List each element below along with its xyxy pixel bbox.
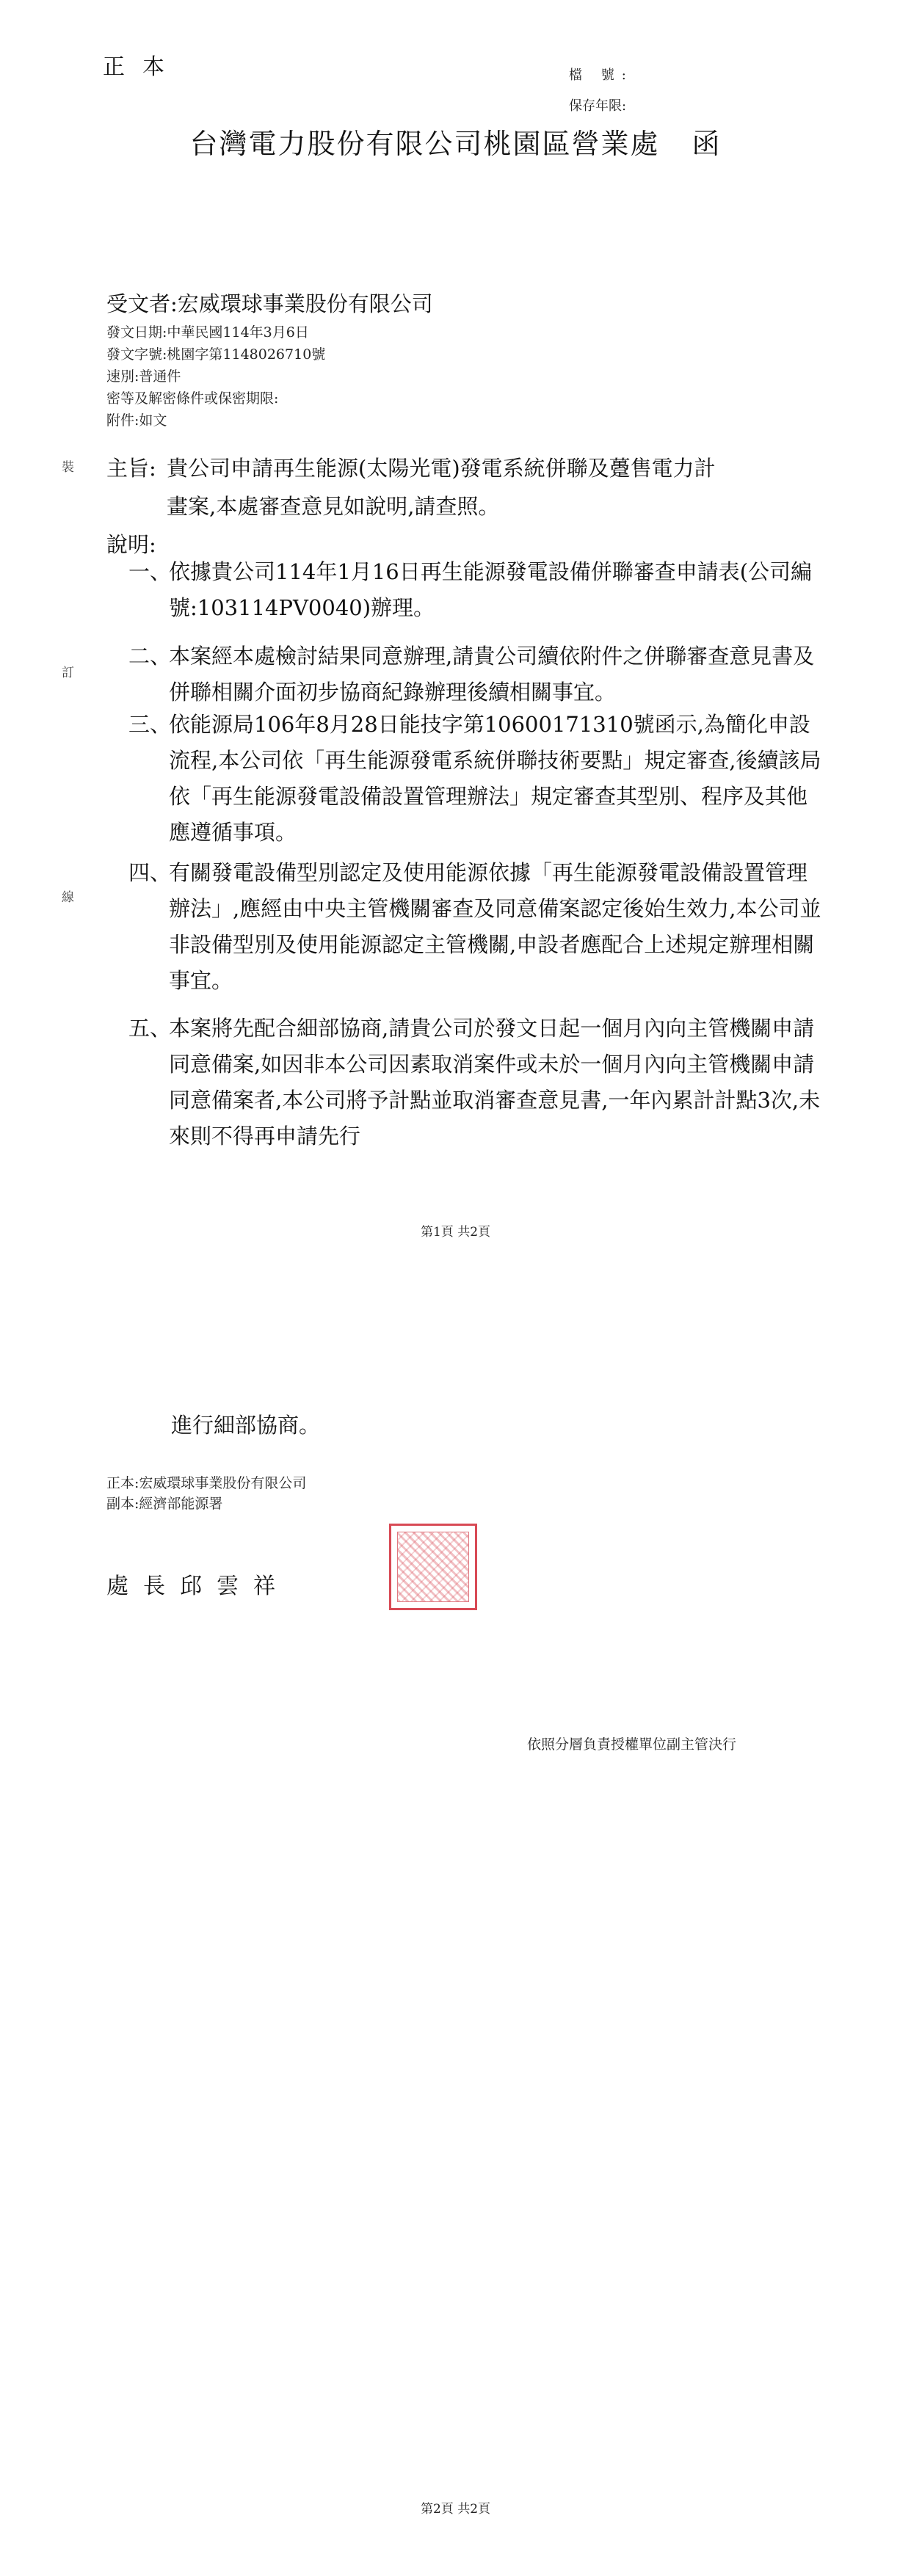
- item-number: 二、: [128, 644, 172, 669]
- binding-mark: 裝: [62, 460, 74, 475]
- reference-number: 發文字號:桃園字第1148026710號: [106, 346, 326, 363]
- subject-text-line2: 畫案,本處審查意見如說明,請查照。: [167, 494, 500, 519]
- recipient: 受文者:宏威環球事業股份有限公司: [106, 291, 433, 316]
- explanation-label: 說明:: [106, 532, 156, 557]
- copy-mark: 正本: [103, 54, 182, 80]
- binding-mark: 訂: [62, 666, 74, 680]
- subject: [106, 446, 716, 490]
- file-number-label: 檔 號:: [569, 68, 634, 83]
- original-recipient: 正本:宏威環球事業股份有限公司: [106, 1475, 307, 1491]
- continuation-text: 進行細部協商。: [171, 1413, 321, 1438]
- item-number: 三、: [128, 712, 172, 737]
- explanation-item: [128, 707, 826, 851]
- page-number: 第1頁 共2頁: [420, 1225, 491, 1240]
- item-text: 依能源局106年8月28日能技字第10600171310號函示,為簡化申設流程,本公司依「再生能源發電系統併聯技術要點」規定審查,後續該局依「再生能源發電設備設置管理辦法」規定審查其型別、程序及其他應遵循事項。: [169, 712, 821, 845]
- item-number: 五、: [128, 1016, 172, 1041]
- item-number: 四、: [128, 860, 172, 885]
- explanation-item: [128, 855, 826, 999]
- classification: 密等及解密條件或保密期限:: [106, 390, 279, 407]
- explanation-item: [128, 638, 826, 710]
- signatory: 處長邱雲祥: [106, 1573, 290, 1599]
- copy-recipient: 副本:經濟部能源署: [106, 1496, 223, 1512]
- subject-label: 主旨:: [106, 456, 156, 481]
- item-number: 一、: [128, 559, 172, 584]
- official-seal-icon: [389, 1524, 477, 1610]
- issue-date: 發文日期:中華民國114年3月6日: [106, 324, 309, 341]
- item-text: 本案將先配合細部協商,請貴公司於發文日起一個月內向主管機關申請同意備案,如因非本公司因素取消案件或未於一個月內向主管機關申請同意備案者,本公司將予計點並取消審查意見書,一年內累計計點3次,未來則不得再申請先行: [169, 1016, 821, 1149]
- document-title: [0, 121, 911, 161]
- delivery-speed: 速別:普通件: [106, 368, 181, 385]
- explanation-item: [128, 1011, 826, 1154]
- subject-text-line1: 貴公司申請再生能源(太陽光電)發電系統併聯及躉售電力計: [167, 456, 716, 481]
- item-text: 有關發電設備型別認定及使用能源依據「再生能源發電設備設置管理辦法」,應經由中央主管機關審查及同意備案認定後始生效力,本公司並非設備型別及使用能源認定主管機關,申設者應配合上述規定辦理相關事宜。: [169, 860, 821, 993]
- delegation-note: 依照分層負責授權單位副主管決行: [527, 1736, 737, 1753]
- issuer-name: 台灣電力股份有限公司桃園區營業處: [189, 128, 660, 160]
- binding-mark: 線: [62, 890, 74, 905]
- item-text: 本案經本處檢討結果同意辦理,請貴公司續依附件之併聯審查意見書及併聯相關介面初步協商紀錄辦理後續相關事宜。: [169, 644, 815, 705]
- explanation-item: [128, 554, 826, 626]
- document-type: 函: [692, 128, 722, 160]
- item-text: 依據貴公司114年1月16日再生能源發電設備併聯審查申請表(公司編號:103114PV0040)辦理。: [169, 559, 813, 620]
- attachment: 附件:如文: [106, 412, 167, 429]
- retention-label: 保存年限:: [569, 98, 627, 114]
- page-number: 第2頁 共2頁: [420, 2502, 491, 2517]
